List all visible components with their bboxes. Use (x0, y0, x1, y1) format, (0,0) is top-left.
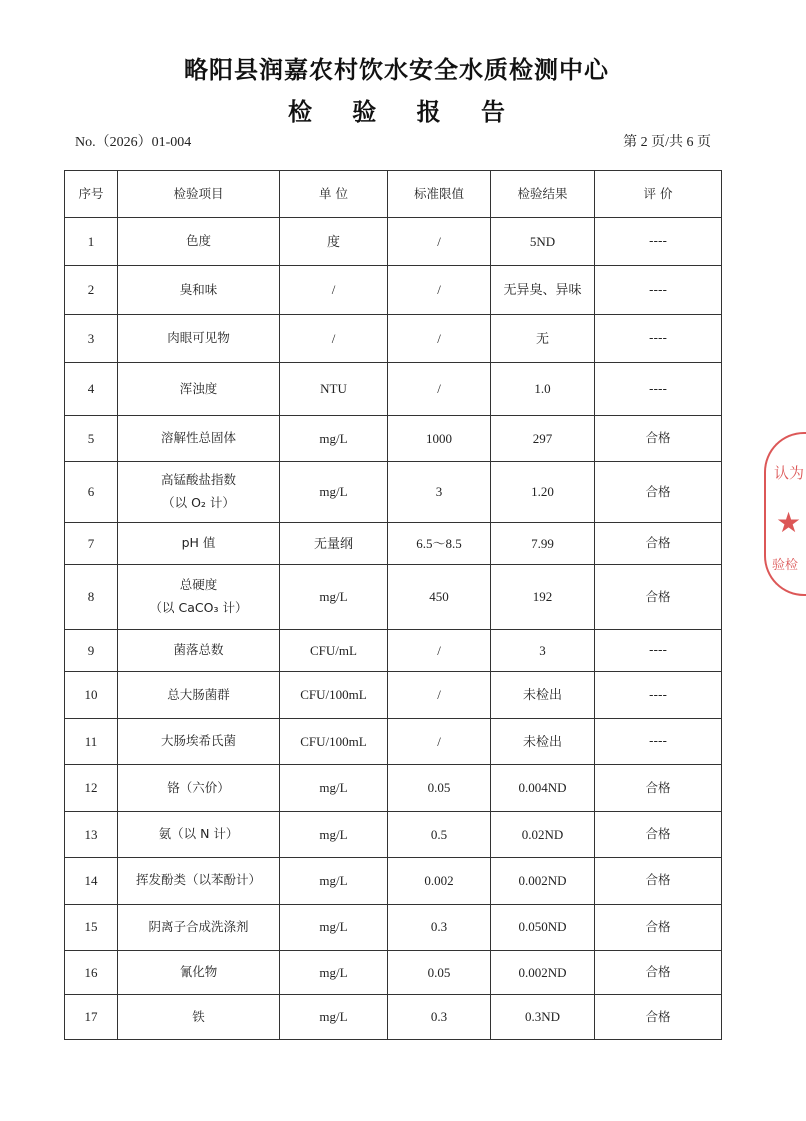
cell-item-text: 浑浊度 (179, 380, 218, 396)
seal-text-top: 认为 (774, 464, 805, 482)
cell-eval (595, 363, 722, 416)
cell-no (65, 266, 118, 314)
cell-no-text: 8 (87, 589, 95, 605)
cell-limit (388, 718, 491, 764)
cell-unit-text: 无量纲 (313, 535, 353, 551)
cell-no (65, 811, 118, 857)
table-row (65, 858, 722, 904)
cell-result (491, 266, 595, 314)
cell-item (118, 950, 280, 994)
cell-result (491, 363, 595, 416)
cell-no-text: 3 (87, 330, 95, 346)
document-title: 略阳县润嘉农村饮水安全水质检测中心 (184, 56, 609, 84)
table-row (65, 314, 722, 362)
table-row (65, 811, 722, 857)
table-row (65, 629, 722, 671)
cell-result-text: 0.002ND (518, 873, 567, 889)
cell-no-text: 11 (84, 733, 98, 749)
cell-no (65, 629, 118, 671)
cell-no (65, 462, 118, 523)
cell-eval (595, 629, 722, 671)
cell-item-note: （以 O₂ 计） (162, 495, 235, 511)
cell-item (118, 811, 280, 857)
cell-unit (280, 765, 388, 811)
cell-unit (280, 858, 388, 904)
cell-eval-text: ---- (648, 642, 668, 658)
table-row (65, 672, 722, 718)
cell-limit (388, 950, 491, 994)
cell-result (491, 672, 595, 718)
cell-item (118, 565, 280, 630)
cell-eval-text: 合格 (645, 430, 671, 446)
cell-unit-text: mg/L (319, 964, 348, 980)
cell-unit (280, 565, 388, 630)
cell-unit-text: / (331, 282, 336, 298)
cell-unit (280, 629, 388, 671)
cell-item (118, 266, 280, 314)
cell-unit-text: CFU/100mL (300, 687, 367, 703)
official-seal (764, 432, 806, 596)
cell-limit (388, 811, 491, 857)
cell-eval-text: ---- (648, 686, 668, 702)
col-header-result: 检验结果 (491, 171, 595, 218)
cell-limit (388, 218, 491, 266)
cell-item (118, 858, 280, 904)
cell-no (65, 672, 118, 718)
cell-eval (595, 765, 722, 811)
cell-no (65, 858, 118, 904)
cell-eval-text: 合格 (645, 483, 671, 499)
cell-unit-text: NTU (320, 381, 347, 397)
cell-no-text: 15 (84, 919, 98, 935)
cell-limit-text: 0.002 (424, 873, 454, 889)
cell-limit (388, 415, 491, 461)
cell-result-text: 未检出 (522, 687, 562, 703)
cell-no-text: 10 (84, 687, 98, 703)
col-header-limit: 标准限值 (388, 171, 491, 218)
cell-unit (280, 462, 388, 523)
cell-limit-text: / (437, 642, 441, 658)
cell-result (491, 218, 595, 266)
cell-item-text: 氰化物 (179, 964, 218, 980)
cell-result (491, 415, 595, 461)
cell-limit-text: 0.3 (430, 919, 448, 935)
cell-item-note: （以 CaCO₃ 计） (149, 600, 248, 616)
cell-limit-text: 6.5～8.5 (416, 535, 462, 551)
cell-unit (280, 672, 388, 718)
cell-result (491, 565, 595, 630)
cell-limit-text: 1000 (426, 430, 452, 446)
cell-unit (280, 904, 388, 950)
cell-no-text: 4 (87, 381, 95, 397)
cell-eval-text: 合格 (645, 872, 671, 888)
cell-item-text: 阴离子合成洗涤剂 (148, 918, 249, 934)
cell-eval (595, 415, 722, 461)
table-row (65, 904, 722, 950)
cell-limit-text: 3 (435, 484, 443, 500)
cell-limit (388, 995, 491, 1040)
table-row (65, 266, 722, 314)
cell-no (65, 765, 118, 811)
cell-unit-text: mg/L (319, 826, 348, 842)
cell-result-text: 3 (539, 642, 546, 658)
cell-limit-text: 0.3 (430, 1009, 448, 1025)
cell-result-text: 0.02ND (521, 826, 564, 842)
report-number: No.（2026）01-004 (75, 135, 192, 150)
cell-unit (280, 718, 388, 764)
cell-item (118, 314, 280, 362)
col-header-item: 检验项目 (118, 171, 280, 218)
cell-no-text: 13 (84, 826, 98, 842)
cell-limit (388, 522, 491, 564)
cell-no (65, 718, 118, 764)
cell-no-text: 16 (84, 964, 98, 980)
cell-eval-text: ---- (648, 233, 668, 249)
cell-unit (280, 363, 388, 416)
cell-item-text: 总硬度 (179, 577, 218, 593)
cell-unit-text: mg/L (319, 873, 348, 889)
cell-eval-text: ---- (648, 281, 668, 297)
cell-result-text: 0.3ND (524, 1009, 561, 1025)
cell-eval (595, 672, 722, 718)
cell-limit (388, 462, 491, 523)
cell-result (491, 718, 595, 764)
cell-unit (280, 950, 388, 994)
table-row (65, 363, 722, 416)
cell-item-text: 总大肠菌群 (167, 686, 230, 702)
cell-eval-text: 合格 (645, 1008, 671, 1024)
cell-eval-text: 合格 (645, 779, 671, 795)
cell-item-text: 溶解性总固体 (160, 430, 236, 446)
cell-unit (280, 995, 388, 1040)
cell-item (118, 995, 280, 1040)
table-row (65, 950, 722, 994)
cell-limit-text: / (437, 733, 441, 749)
cell-unit-text: mg/L (319, 484, 348, 500)
cell-unit-text: mg/L (319, 919, 348, 935)
cell-eval-text: ---- (648, 380, 668, 396)
cell-no-text: 6 (87, 484, 95, 500)
cell-result (491, 858, 595, 904)
cell-item (118, 218, 280, 266)
cell-result (491, 811, 595, 857)
cell-eval-text: ---- (648, 330, 668, 346)
cell-no-text: 7 (87, 535, 95, 551)
cell-no (65, 218, 118, 266)
page-indicator: 第 2 页/共 6 页 (623, 135, 711, 150)
cell-limit-text: / (437, 233, 441, 249)
col-header-no: 序号 (65, 171, 118, 218)
cell-result (491, 950, 595, 994)
cell-unit-text: mg/L (319, 430, 348, 446)
cell-limit-text: / (437, 330, 441, 346)
results-table (64, 170, 722, 1040)
cell-no-text: 2 (87, 282, 95, 298)
cell-no-text: 17 (84, 1009, 98, 1025)
cell-eval (595, 314, 722, 362)
cell-eval (595, 522, 722, 564)
cell-no-text: 12 (84, 780, 98, 796)
cell-eval-text: 合格 (645, 588, 671, 604)
cell-limit (388, 629, 491, 671)
col-header-unit: 单 位 (280, 171, 388, 218)
cell-result (491, 314, 595, 362)
cell-limit (388, 565, 491, 630)
cell-item-text: 大肠埃希氏菌 (160, 733, 236, 749)
cell-eval (595, 904, 722, 950)
cell-no (65, 415, 118, 461)
cell-no (65, 565, 118, 630)
cell-item (118, 629, 280, 671)
cell-no-text: 9 (87, 642, 95, 658)
seal-text-bottom: 验检 (772, 558, 799, 573)
cell-item-text: 铬（六价） (167, 779, 230, 795)
cell-result-text: 1.0 (534, 381, 551, 397)
cell-no (65, 995, 118, 1040)
cell-eval (595, 811, 722, 857)
cell-result (491, 462, 595, 523)
table-row (65, 565, 722, 630)
cell-limit-text: / (437, 282, 441, 298)
cell-limit-text: 0.05 (427, 964, 451, 980)
table-body (65, 218, 722, 1040)
cell-result-text: 5ND (529, 233, 556, 249)
cell-result-text: 0.050ND (518, 919, 567, 935)
cell-item (118, 672, 280, 718)
cell-item (118, 462, 280, 523)
cell-result-text: 未检出 (522, 733, 562, 749)
cell-item-text: 氨（以 N 计） (158, 825, 239, 841)
table-row (65, 765, 722, 811)
table-row (65, 415, 722, 461)
cell-limit (388, 363, 491, 416)
cell-limit-text: / (437, 687, 441, 703)
cell-item (118, 765, 280, 811)
table-row (65, 718, 722, 764)
cell-no (65, 950, 118, 994)
cell-limit (388, 858, 491, 904)
cell-limit (388, 904, 491, 950)
cell-unit-text: / (331, 330, 336, 346)
table-row (65, 522, 722, 564)
cell-result-text: 0.004ND (518, 780, 567, 796)
cell-result (491, 629, 595, 671)
cell-item-text: 肉眼可见物 (167, 330, 230, 346)
cell-item-text: pH 值 (181, 535, 216, 551)
cell-no-text: 1 (87, 233, 95, 249)
cell-item-text: 色度 (185, 233, 211, 249)
seal-star-icon: ★ (776, 506, 802, 539)
cell-eval-text: 合格 (645, 918, 671, 934)
cell-eval-text: ---- (648, 733, 668, 749)
cell-unit-text: CFU/mL (310, 642, 357, 658)
cell-unit-text: mg/L (319, 1009, 348, 1025)
cell-no-text: 14 (84, 873, 98, 889)
cell-item (118, 363, 280, 416)
cell-eval (595, 995, 722, 1040)
cell-result-text: 无 (535, 330, 549, 346)
cell-item (118, 522, 280, 564)
cell-item (118, 718, 280, 764)
cell-eval-text: 合格 (645, 964, 671, 980)
cell-no (65, 522, 118, 564)
cell-eval-text: 合格 (645, 535, 671, 551)
table-row (65, 218, 722, 266)
table-row (65, 462, 722, 523)
cell-eval (595, 462, 722, 523)
cell-limit-text: 450 (429, 589, 449, 605)
cell-limit (388, 266, 491, 314)
cell-limit-text: 0.05 (427, 780, 451, 796)
col-header-eval: 评 价 (595, 171, 722, 218)
cell-item-text: 臭和味 (179, 281, 218, 297)
cell-unit (280, 266, 388, 314)
report-heading: 检 验 报 告 (287, 98, 522, 126)
cell-result-text: 7.99 (531, 535, 554, 551)
table-row (65, 995, 722, 1040)
cell-item (118, 904, 280, 950)
cell-item-text: 挥发酚类（以苯酚计） (135, 872, 261, 888)
cell-result-text: 297 (532, 430, 553, 446)
cell-unit-text: mg/L (319, 780, 348, 796)
cell-unit-text: 度 (326, 233, 340, 249)
cell-limit (388, 314, 491, 362)
cell-eval (595, 266, 722, 314)
table-header-row (65, 171, 722, 218)
cell-item-text: 铁 (192, 1008, 205, 1024)
cell-result-text: 0.002ND (518, 964, 567, 980)
cell-item-text: 菌落总数 (173, 642, 224, 658)
cell-result-text: 192 (532, 589, 553, 605)
cell-eval (595, 950, 722, 994)
cell-eval (595, 718, 722, 764)
cell-unit (280, 415, 388, 461)
cell-no-text: 5 (87, 430, 95, 446)
cell-item-text: 高锰酸盐指数 (160, 472, 236, 488)
cell-result-text: 无异臭、异味 (503, 282, 582, 298)
cell-eval-text: 合格 (645, 825, 671, 841)
cell-no (65, 314, 118, 362)
cell-no (65, 904, 118, 950)
cell-result-text: 1.20 (531, 484, 554, 500)
cell-result (491, 904, 595, 950)
cell-limit-text: 0.5 (430, 826, 448, 842)
cell-unit (280, 811, 388, 857)
cell-unit (280, 314, 388, 362)
cell-no (65, 363, 118, 416)
cell-unit (280, 218, 388, 266)
cell-item (118, 415, 280, 461)
cell-eval (595, 218, 722, 266)
cell-limit (388, 765, 491, 811)
cell-unit (280, 522, 388, 564)
cell-limit (388, 672, 491, 718)
cell-unit-text: CFU/100mL (300, 733, 367, 749)
cell-eval (595, 858, 722, 904)
cell-limit-text: / (437, 381, 441, 397)
cell-result (491, 995, 595, 1040)
cell-unit-text: mg/L (319, 589, 348, 605)
cell-result (491, 765, 595, 811)
cell-eval (595, 565, 722, 630)
cell-result (491, 522, 595, 564)
